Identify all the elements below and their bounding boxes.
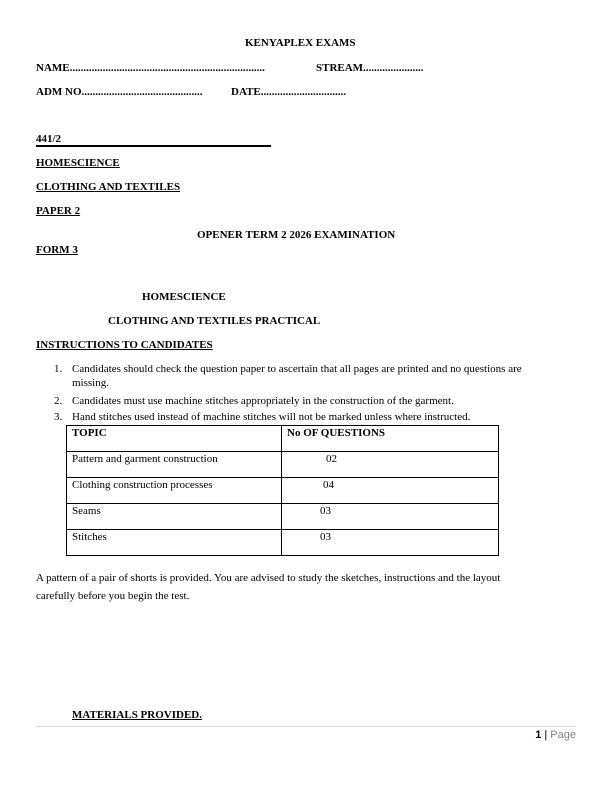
instruction-item: Candidates should check the question paper to ascertain that all pages are printed and no questions are	[72, 363, 522, 375]
adm-no-field: ADM NO............................................	[36, 86, 203, 98]
table-header-row	[67, 426, 499, 452]
subject-heading: HOMESCIENCE	[36, 157, 120, 169]
instruction-item: Candidates must use machine stitches appropriately in the construction of the garment.	[72, 395, 454, 407]
header-questions: No OF QUESTIONS	[282, 426, 499, 452]
paper-code: 441/2	[36, 133, 62, 145]
intro-paragraph: A pattern of a pair of shorts is provided. You are advised to study the sketches, instructions and the layout	[36, 572, 501, 584]
page-label: Page	[550, 729, 576, 741]
instruction-item-cont: missing.	[72, 377, 109, 389]
count-cell: 03	[282, 530, 499, 556]
count-cell: 03	[282, 504, 499, 530]
school-title: KENYAPLEX EXAMS	[245, 37, 356, 49]
topic-cell: Stitches	[67, 530, 282, 556]
topic-cell: Seams	[67, 504, 282, 530]
table-row	[67, 504, 499, 530]
subtitle-subject: HOMESCIENCE	[142, 291, 226, 303]
table-row	[67, 530, 499, 556]
form-level: FORM 3	[36, 244, 78, 256]
date-field: DATE...............................	[231, 86, 346, 98]
code-underline	[36, 145, 271, 147]
materials-heading: MATERIALS PROVIDED.	[72, 709, 202, 721]
topic-cell: Clothing construction processes	[67, 478, 282, 504]
intro-paragraph-cont: carefully before you begin the test.	[36, 590, 190, 602]
instructions-heading: INSTRUCTIONS TO CANDIDATES	[36, 339, 213, 351]
stream-field: STREAM......................	[316, 62, 424, 74]
page-number	[535, 729, 576, 741]
instruction-item: Hand stitches used instead of machine stitches will not be marked unless where instructed.	[72, 411, 471, 423]
exam-title: OPENER TERM 2 2026 EXAMINATION	[197, 229, 396, 241]
paper-number: PAPER 2	[36, 205, 81, 217]
list-number: 2.	[54, 395, 63, 407]
footer-divider	[36, 726, 576, 727]
name-field: NAME.......................................................................	[36, 62, 265, 74]
subtitle-practical: CLOTHING AND TEXTILES PRACTICAL	[108, 315, 321, 327]
count-cell: 02	[282, 452, 499, 478]
table-row	[67, 478, 499, 504]
count-cell: 04	[282, 478, 499, 504]
topic-cell: Pattern and garment construction	[67, 452, 282, 478]
list-number: 3.	[54, 411, 63, 423]
page-sep: |	[541, 729, 551, 741]
topics-table	[66, 425, 499, 556]
topic-heading: CLOTHING AND TEXTILES	[36, 181, 181, 193]
table-row	[67, 452, 499, 478]
list-number: 1.	[54, 363, 63, 375]
page-num: 1	[535, 729, 542, 741]
header-topic: TOPIC	[67, 426, 282, 452]
